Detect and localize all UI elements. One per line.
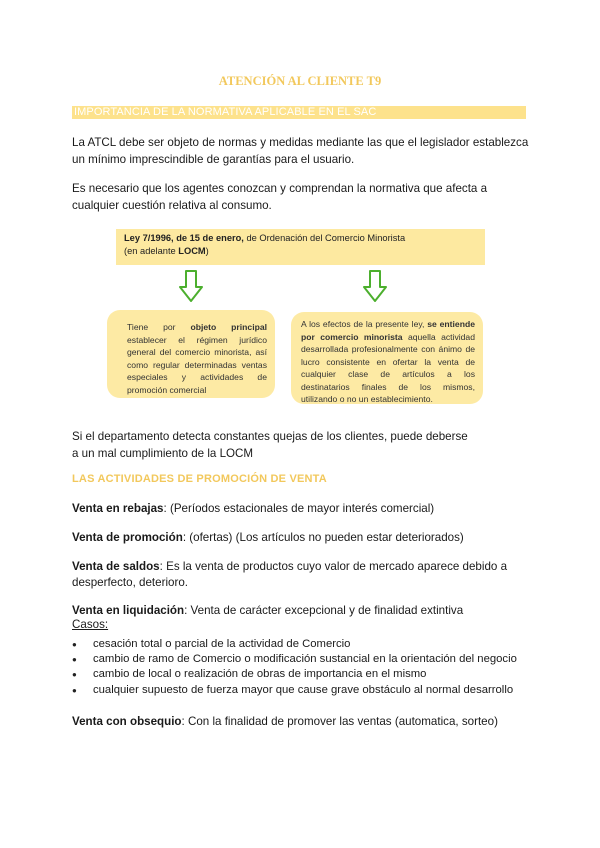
item-saldos-cont: desperfecto, deterioro. — [72, 576, 189, 589]
item-label: Venta de promoción — [72, 531, 183, 544]
item-text: : Con la finalidad de promover las ventas (automatica, sorteo) — [181, 715, 498, 728]
item-rebajas — [72, 501, 434, 517]
diagram-law-box — [116, 229, 485, 265]
list-item: ● cualquier supuesto de fuerza mayor que cause grave obstáculo al normal desarrollo — [72, 683, 517, 698]
diagram-definicion-box — [291, 312, 483, 404]
item-liquidacion — [72, 603, 463, 619]
law-abbr-pre: (en adelante — [124, 246, 179, 256]
item-text: : (ofertas) (Los artículos no pueden estar deteriorados) — [182, 531, 464, 544]
law-name: Ley 7/1996, de 15 de enero, — [124, 233, 244, 243]
item-text: : (Períodos estacionales de mayor interés comercial) — [163, 502, 435, 515]
item-text: : Venta de carácter excepcional y de finalidad extintiva — [184, 604, 464, 617]
list-item: ● cambio de ramo de Comercio o modificación sustancial en la orientación del negocio — [72, 652, 517, 667]
item-promocion — [72, 530, 464, 546]
item-label: Venta en rebajas — [72, 502, 164, 515]
law-abbr-post: ) — [205, 246, 209, 256]
item-label: Venta en liquidación — [72, 604, 185, 617]
page-title: ATENCIÓN AL CLIENTE T9 — [218, 74, 382, 88]
definicion-pre: A los efectos de la presente ley, — [301, 319, 428, 329]
objeto-bold: objeto principal — [190, 322, 267, 332]
casos-list — [72, 637, 517, 698]
item-label: Venta con obsequio — [72, 715, 182, 728]
paragraph-agentes: Es necesario que los agentes conozcan y comprendan la normativa que afecta a cualquier cuestión relativa al consumo. — [72, 182, 488, 212]
list-item: ● cesación total o parcial de la actividad de Comercio — [72, 637, 517, 652]
section-heading-normativa — [72, 106, 526, 119]
definicion-bold: se entiende por comercio minorista — [301, 319, 475, 342]
paragraph-quejas: Si el departamento detecta constantes quejas de los clientes, puede deberse a un mal cumplimiento de la LOCM — [72, 430, 468, 460]
item-text: : Es la venta de productos cuyo valor de mercado aparece debido a — [159, 560, 508, 573]
diagram-objeto-box — [107, 310, 275, 398]
list-item: ● cambio de local o realización de obras de importancia en el mismo — [72, 667, 517, 682]
arrow-down-icon — [363, 270, 387, 302]
law-abbr: LOCM — [178, 246, 206, 256]
item-label: Venta de saldos — [72, 560, 160, 573]
casos-label: Casos: — [72, 618, 109, 631]
paragraph-atcl: La ATCL debe ser objeto de normas y medidas mediante las que el legislador establezca un mínimo imprescindible de garantías para el usuario. — [72, 136, 529, 166]
objeto-text: establecer el régimen jurídico general del comercio minorista, así como regular determinadas ventas especiales y actividades de promoción comercial — [127, 334, 267, 395]
section-heading-text: IMPORTANCIA DE LA NORMATIVA APLICABLE EN EL SAC — [74, 106, 377, 118]
law-title: de Ordenación del Comercio Minorista — [243, 233, 406, 243]
objeto-pre: Tiene por — [127, 322, 191, 332]
definicion-text: aquella actividad desarrollada profesionalmente con ánimo de lucro consistente en ofertar la venta de cualquier clase de artículos a los destinatarios finales de los mismos, utilizando o no un establecimiento. — [301, 331, 475, 404]
arrow-down-icon — [179, 270, 203, 302]
section-heading-actividades: LAS ACTIVIDADES DE PROMOCIÓN DE VENTA — [72, 473, 327, 485]
item-saldos — [72, 559, 507, 575]
item-obsequio — [72, 714, 498, 730]
